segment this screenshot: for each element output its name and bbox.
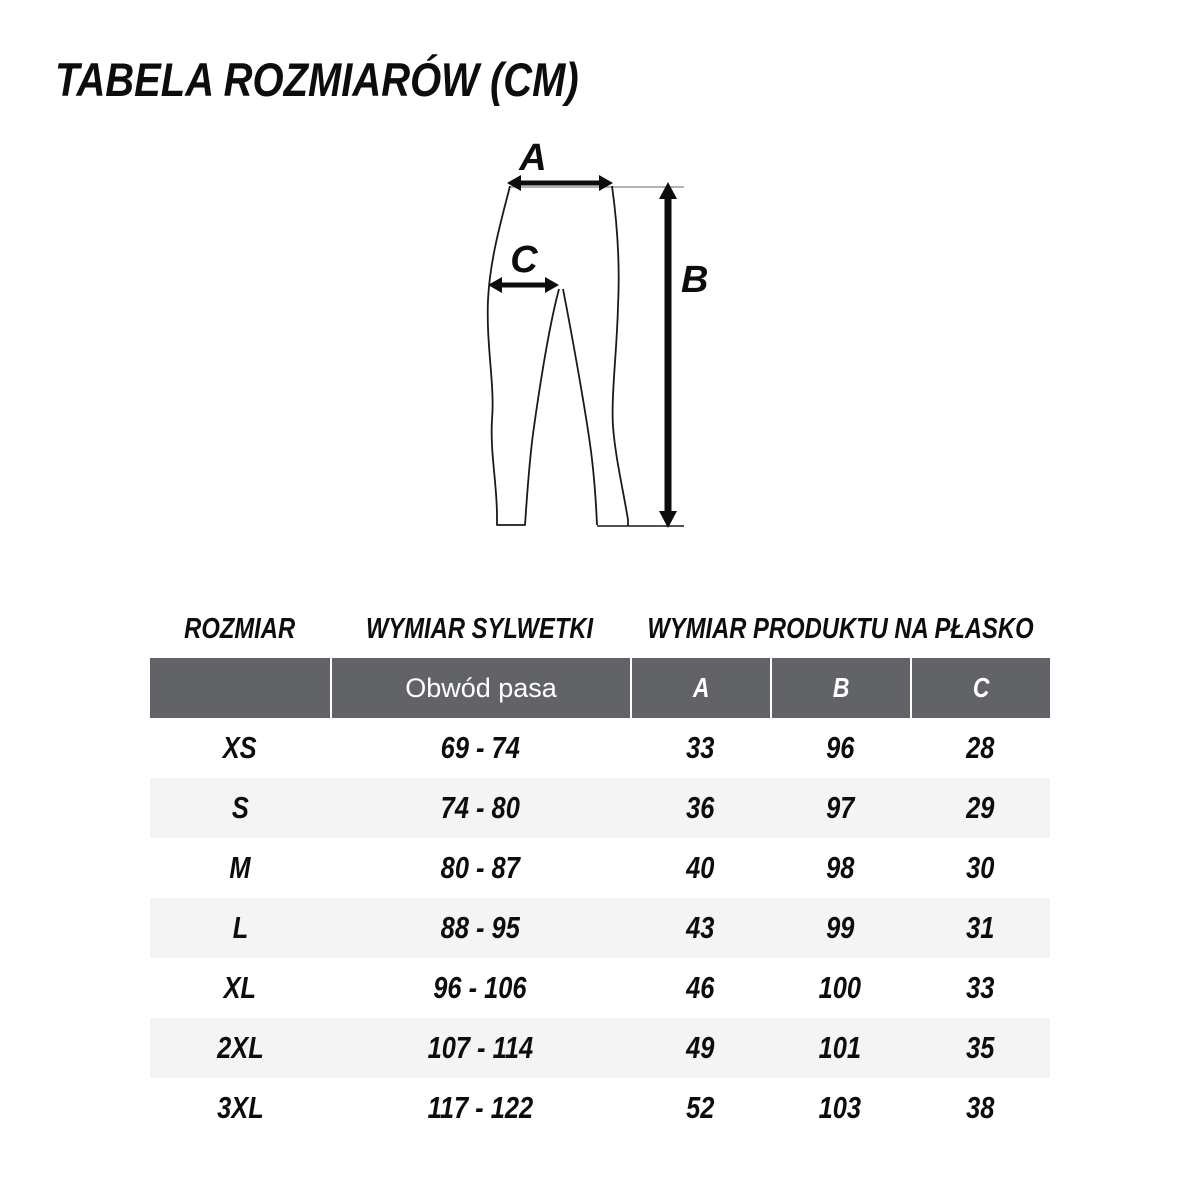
c-cell [910, 838, 1050, 898]
b-value: 99 [825, 910, 855, 945]
a-cell [630, 958, 770, 1018]
b-value: 100 [818, 970, 862, 1005]
table-row [150, 898, 1050, 958]
size-cell [150, 718, 330, 778]
b-value: 98 [825, 850, 855, 885]
waist-value: 117 - 122 [427, 1090, 533, 1125]
subheader-waist-cell [330, 658, 630, 718]
c-value: 30 [965, 850, 995, 885]
waist-value: 88 - 95 [440, 910, 520, 945]
waist-value: 96 - 106 [433, 970, 527, 1005]
a-value: 36 [685, 790, 715, 825]
waist-value: 107 - 114 [427, 1030, 533, 1065]
waist-cell [330, 1078, 630, 1138]
a-value: 33 [685, 730, 715, 765]
table-row [150, 778, 1050, 838]
b-value: 96 [825, 730, 855, 765]
c-value: 28 [965, 730, 995, 765]
a-value: 46 [685, 970, 715, 1005]
a-value: 49 [685, 1030, 715, 1065]
c-cell [910, 718, 1050, 778]
a-cell [630, 1078, 770, 1138]
a-value: 43 [685, 910, 715, 945]
c-cell [910, 898, 1050, 958]
b-value: 103 [818, 1090, 862, 1125]
size-cell [150, 1018, 330, 1078]
subheader-b-cell [770, 658, 910, 718]
waist-value: 80 - 87 [440, 850, 520, 885]
table-group-header-row [150, 600, 1050, 658]
a-cell [630, 1018, 770, 1078]
group-header-size [150, 600, 330, 658]
size-cell [150, 898, 330, 958]
waist-cell [330, 1018, 630, 1078]
group-header-body [330, 600, 630, 658]
size-value: 2XL [216, 1030, 264, 1065]
size-table [150, 600, 1050, 1138]
table-row [150, 718, 1050, 778]
group-header-product-label: WYMIAR PRODUKTU NA PŁASKO [646, 612, 1034, 645]
subheader-waist-label: Obwód pasa [405, 672, 557, 703]
a-value: 52 [685, 1090, 715, 1125]
size-value: M [229, 850, 251, 885]
group-header-product [630, 600, 1050, 658]
size-cell [150, 958, 330, 1018]
subheader-a-cell [630, 658, 770, 718]
b-cell [770, 718, 910, 778]
page-title-text: TABELA ROZMIARÓW (CM) [55, 53, 579, 106]
c-value: 31 [965, 910, 995, 945]
waist-value: 74 - 80 [440, 790, 520, 825]
pants-outline [488, 186, 684, 526]
c-value: 38 [965, 1090, 995, 1125]
group-header-body-label: WYMIAR SYLWETKI [366, 612, 594, 645]
subheader-c-cell [910, 658, 1050, 718]
b-cell [770, 778, 910, 838]
c-value: 35 [965, 1030, 995, 1065]
waist-cell [330, 898, 630, 958]
measure-a-label: A [519, 137, 547, 179]
table-row [150, 1078, 1050, 1138]
a-cell [630, 838, 770, 898]
table-row [150, 838, 1050, 898]
size-value: XL [223, 970, 257, 1005]
a-cell [630, 778, 770, 838]
a-cell [630, 718, 770, 778]
subheader-size-cell [150, 658, 330, 718]
b-cell [770, 958, 910, 1018]
b-cell [770, 1018, 910, 1078]
measure-c-label: C [510, 239, 538, 281]
waist-cell [330, 838, 630, 898]
measure-b-label: B [681, 259, 709, 301]
a-cell [630, 898, 770, 958]
a-value: 40 [685, 850, 715, 885]
size-value: L [232, 910, 248, 945]
measure-b-arrow [659, 182, 677, 528]
size-cell [150, 838, 330, 898]
table-row [150, 958, 1050, 1018]
subheader-b-label: B [832, 672, 850, 703]
pants-measurement-diagram [440, 120, 760, 555]
size-value: XS [223, 730, 257, 765]
waist-value: 69 - 74 [440, 730, 520, 765]
page-title [55, 52, 671, 107]
b-cell [770, 838, 910, 898]
c-value: 29 [965, 790, 995, 825]
c-cell [910, 1078, 1050, 1138]
table-subheader-row [150, 658, 1050, 718]
waist-cell [330, 958, 630, 1018]
c-cell [910, 1018, 1050, 1078]
c-cell [910, 958, 1050, 1018]
size-cell [150, 778, 330, 838]
b-value: 97 [825, 790, 855, 825]
b-cell [770, 898, 910, 958]
waist-cell [330, 718, 630, 778]
c-value: 33 [965, 970, 995, 1005]
subheader-a-label: A [692, 672, 710, 703]
b-value: 101 [818, 1030, 862, 1065]
group-header-size-label: ROZMIAR [184, 612, 296, 645]
waist-cell [330, 778, 630, 838]
b-cell [770, 1078, 910, 1138]
size-cell [150, 1078, 330, 1138]
size-value: S [231, 790, 249, 825]
subheader-c-label: C [972, 672, 990, 703]
c-cell [910, 778, 1050, 838]
size-value: 3XL [216, 1090, 264, 1125]
table-row [150, 1018, 1050, 1078]
